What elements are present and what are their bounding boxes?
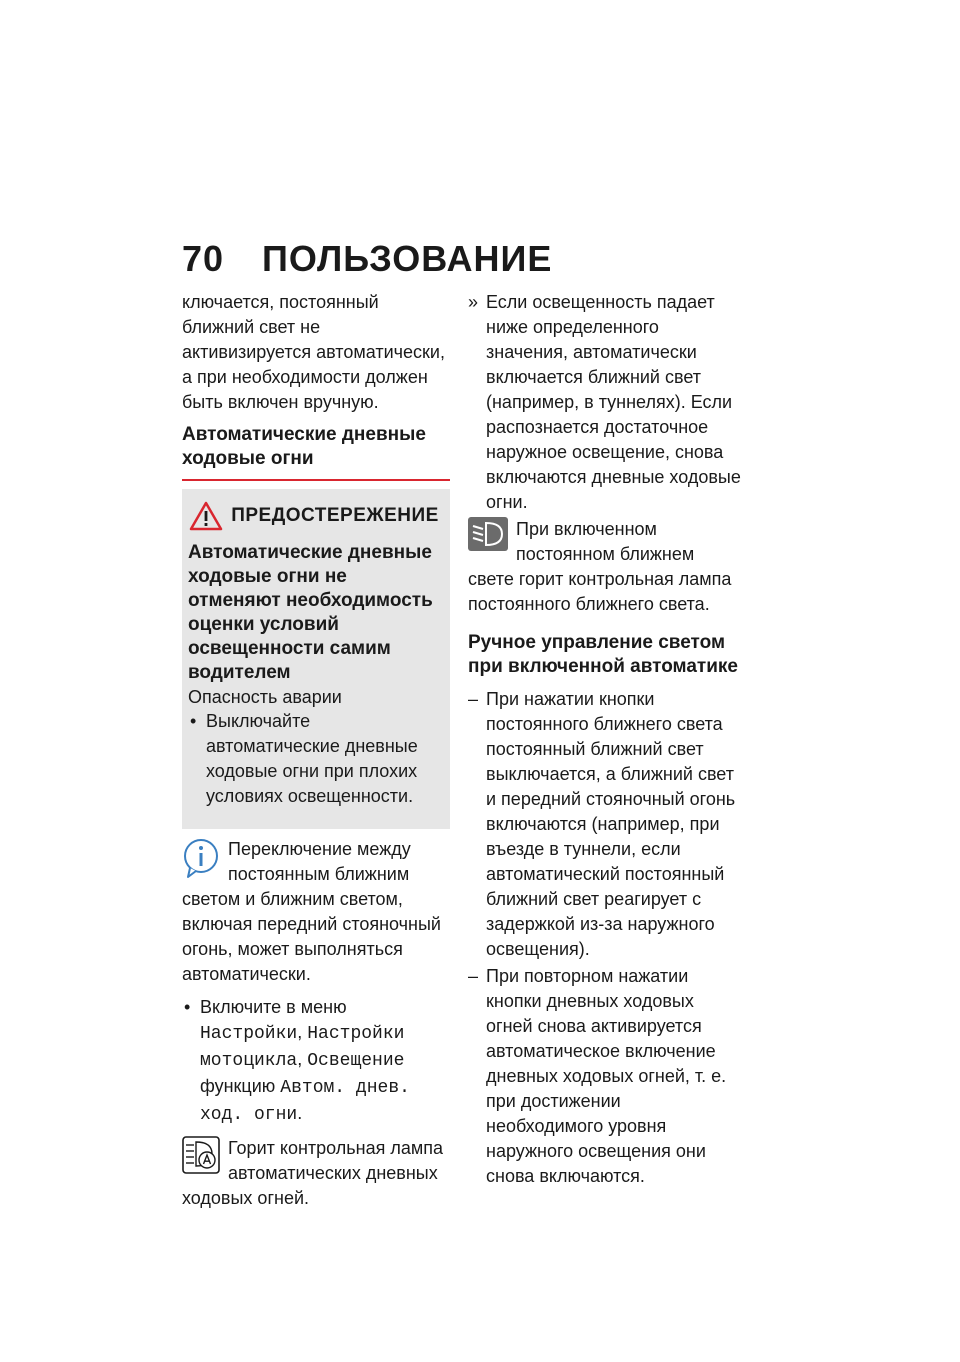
info-note <box>182 837 450 987</box>
warning-triangle-icon <box>189 501 223 531</box>
warning-bullet-text: Выключайте автоматические дневные ходовые огни при плохих условиях освещенности. <box>206 711 418 806</box>
low-beam-lamp-note <box>468 517 742 617</box>
section-heading-manual-control: Ручное управление светом при включенной автоматике <box>468 632 738 677</box>
auto-daytime-lights-icon <box>182 1136 220 1174</box>
dash-item-1 <box>468 687 742 962</box>
info-icon <box>182 837 220 879</box>
instr-text-1: Включите в меню <box>200 997 347 1017</box>
intro-paragraph: ключается, постоянный ближний свет не активизируется автоматически, а при необходимости должен быть включен вручную. <box>182 292 445 412</box>
warning-box <box>182 489 450 829</box>
result-arrow-marker: » <box>468 292 479 312</box>
dash-marker: – <box>468 689 479 709</box>
warning-hazard: Опасность аварии <box>188 687 342 707</box>
red-divider <box>182 479 450 481</box>
menu-path-settings: Настройки <box>200 1024 298 1044</box>
warning-headline: Автоматические дневные ходовые огни не отменяют необходимость оценки условий освещенности самим водителем <box>188 542 433 683</box>
dash-item-2 <box>468 964 742 1189</box>
page-title: ПОЛЬЗОВАНИЕ <box>262 238 553 279</box>
result-text: Если освещенность падает ниже определенного значения, автоматически включается ближний свет (например, в туннелях). Если распознается достаточное наружное освещение, снова включаются дневные ходовые огни. <box>486 292 741 512</box>
left-column <box>182 290 450 1219</box>
dash-marker: – <box>468 966 479 986</box>
bullet-marker: • <box>184 997 191 1017</box>
menu-function-auto-drl: Автом. днев. ход. огни <box>200 1078 410 1125</box>
dash-item-1-text: При нажатии кнопки постоянного ближнего света постоянный ближний свет выключается, а ближний свет и передний стояночный огонь включаются (например, при въезде в туннели, если автоматический постоянный ближний свет реагирует с задержкой из-за наружного освещения). <box>486 689 736 959</box>
info-note-text: Переключение между постоянным ближним светом и ближним светом, включая передний стояночный огонь, может выполняться автоматически. <box>182 839 441 984</box>
instr-text-2: , <box>297 1022 308 1042</box>
dash-item-2-text: При повторном нажатии кнопки дневных ходовых огней снова активируется автоматическое включение дневных ходовых огней, т. е. при достижении необходимого уровня наружного освещения они снова включаются. <box>486 966 727 1186</box>
section-heading-daytime-lights: Автоматические дневные ходовые огни <box>182 424 426 469</box>
auto-drl-lamp-note <box>182 1136 450 1211</box>
warning-label: ПРЕДОСТЕРЕЖЕНИЕ <box>231 505 439 526</box>
instr-text-5: . <box>297 1103 303 1123</box>
instr-text-4: функцию <box>200 1076 281 1096</box>
menu-path-lighting: Освещение <box>307 1051 405 1071</box>
warning-title-row <box>188 501 440 531</box>
page-number: 70 <box>182 238 225 279</box>
instr-text-3: , <box>297 1049 308 1069</box>
menu-instruction <box>182 995 450 1128</box>
result-item <box>468 290 742 515</box>
low-beam-lamp-text: При включенном постоянном ближнем свете горит контрольная лампа постоянного ближнего света. <box>468 519 732 614</box>
auto-drl-lamp-text: Горит контрольная лампа автоматических дневных ходовых огней. <box>182 1138 443 1208</box>
menu-path-bike-settings: Настройки мотоцикла <box>200 1024 405 1071</box>
warning-bullet <box>188 709 440 809</box>
low-beam-indicator-icon <box>468 517 508 551</box>
bullet-marker: • <box>190 711 197 731</box>
right-column <box>468 290 742 1191</box>
